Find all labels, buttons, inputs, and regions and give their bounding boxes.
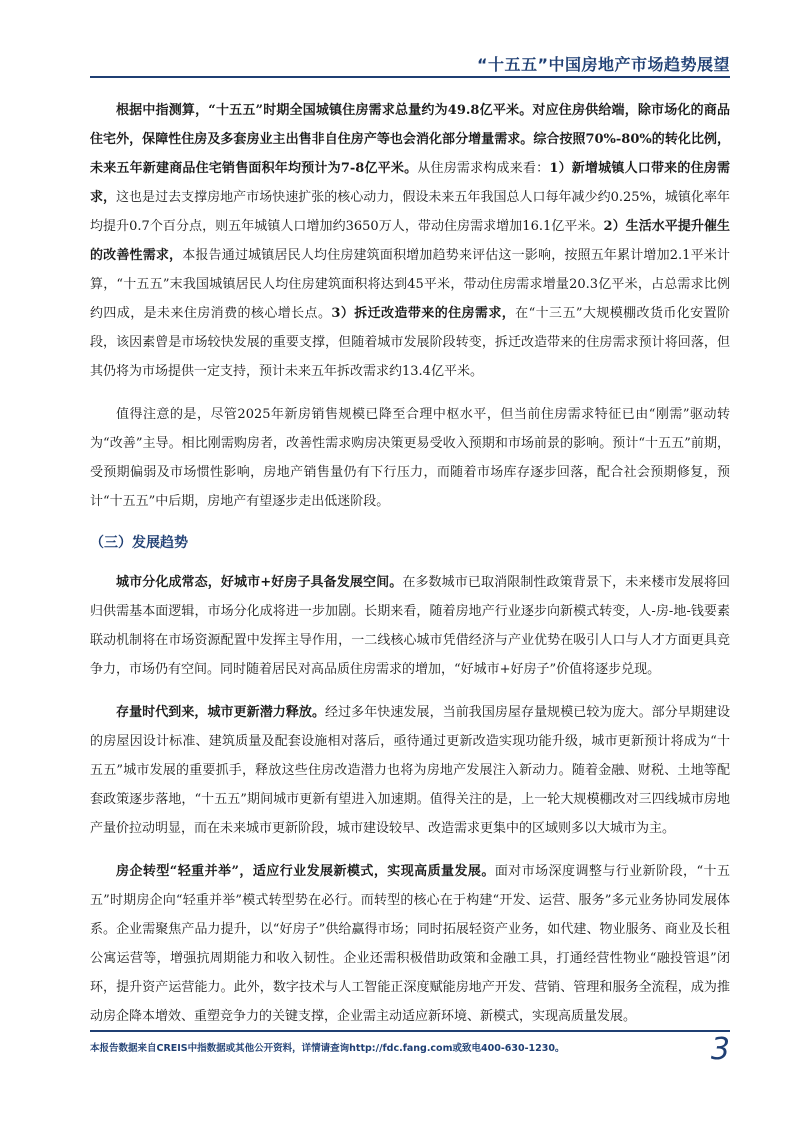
text-run: 面对市场深度调整与行业新阶段，“十五五”时期房企向“轻重并举”模式转型势在必行。而转型的核心在于构建“开发、运营、服务”多元业务协同发展体系。企业需聚焦产品力提升，以“好房子”供给赢得市场；同时拓展轻资产业务，如代建、物业服务、商业及长租公寓运营等，增强抗周期能力和收入韧性。企业还需积极借助政策和金融工具，打通经营性物业“融投管退”闭环，提升资产运营能力。此外，数字技术与人工智能正深度赋能房地产开发、营销、管理和服务全流程，成为推动房企降本增效、重塑竞争力的关键支撑，企业需主动适应新环境、新模式，实现高质量发展。 (90, 864, 730, 1024)
footer-divider (90, 1030, 730, 1032)
paragraph-demand-shift (90, 400, 730, 516)
text-run: 1）新增城镇人口带来的住房需求， (90, 161, 730, 205)
text-run: 经过多年快速发展，当前我国房屋存量规模已较为庞大。部分早期建设的房屋因设计标准、建筑质量及配套设施相对落后，亟待通过更新改造实现功能升级，城市更新预计将成为“十五五”城市发展的重要抓手，释放这些住房改造潜力也将为房地产发展注入新动力。随着金融、财税、土地等配套政策逐步落地，“十五五”期间城市更新有望进入加速期。值得关注的是，上一轮大规模棚改对三四线城市房地产量价拉动明显，而在未来城市更新阶段，城市建设较早、改造需求更集中的区域则多以大城市为主。 (90, 705, 730, 836)
header-divider (90, 76, 730, 78)
text-run: 存量时代到来，城市更新潜力释放。 (116, 705, 326, 720)
document-body (90, 96, 730, 1045)
footer-source-note: 本报告数据来自CREIS中指数据或其他公开资料，详情请查询http://fdc.fang.com或致电400-630-1230。 (90, 1043, 565, 1054)
text-run: 根据中指测算，“十五五”时期全国城镇住房需求总量约为49.8亿平米。对应住房供给端，除市场化的商品住宅外，保障性住房及多套房业主出售非自住房产等也会消化部分增量需求。综合按照70%-80%的转化比例，未来五年新建商品住宅销售面积年均预计为7-8亿平米。 (90, 103, 730, 176)
paragraph-city-divergence (90, 568, 730, 684)
text-run: 这也是过去支撑房地产市场快速扩张的核心动力，假设未来五年我国总人口每年减少约0.25%，城镇化率年均提升0.7个百分点，则五年城镇人口增加约3650万人，带动住房需求增加16.1亿平米。 (90, 190, 730, 234)
text-run: 2）生活水平提升催生的改善性需求， (90, 219, 730, 263)
paragraph-urban-renewal (90, 698, 730, 843)
text-run: 值得注意的是，尽管2025年新房销售规模已降至合理中枢水平，但当前住房需求特征已由“刚需”驱动转为“改善”主导。相比刚需购房者，改善性需求购房决策更易受收入预期和市场前景的影响。预计“十五五”前期，受预期偏弱及市场惯性影响，房地产销售量仍有下行压力，而随着市场库存逐步回落，配合社会预期修复，预计“十五五”中后期，房地产有望逐步走出低迷阶段。 (90, 407, 730, 509)
page-number: 3 (710, 1032, 730, 1067)
text-run: 本报告通过城镇居民人均住房建筑面积增加趋势来评估这一影响，按照五年累计增加2.1平米计算，“十五五”末我国城镇居民人均住房建筑面积将达到45平米，带动住房需求增量20.3亿平米，占总需求比例约四成，是未来住房消费的核心增长点。 (90, 248, 730, 321)
text-run: 城市分化成常态，好城市+好房子具备发展空间。 (116, 575, 403, 590)
text-run: 在“十三五”大规模棚改货币化安置阶段，该因素曾是市场较快发展的重要支撑，但随着城市发展阶段转变，拆迁改造带来的住房需求预计将回落，但其仍将为市场提供一定支持，预计未来五年拆改需求约13.4亿平米。 (90, 306, 730, 379)
header-title: “十五五”中国房地产市场趋势展望 (476, 55, 730, 74)
text-run: 3）拆迁改造带来的住房需求， (331, 306, 516, 321)
text-run: 在多数城市已取消限制性政策背景下，未来楼市发展将回归供需基本面逻辑，市场分化成将进一步加剧。长期来看，随着房地产行业逐步向新模式转变，人-房-地-钱要素联动机制将在市场资源配置中发挥主导作用，一二线核心城市凭借经济与产业优势在吸引人口与人才方面更具竞争力，市场仍有空间。同时随着居民对高品质住房需求的增加，“好城市+好房子”价值将逐步兑现。 (90, 575, 730, 677)
text-run: 房企转型“轻重并举”，适应行业发展新模式，实现高质量发展。 (116, 864, 495, 879)
paragraph-demand-forecast (90, 96, 730, 386)
paragraph-developer-transformation (90, 857, 730, 1031)
page-header (90, 42, 730, 78)
page-footer (90, 1030, 730, 1070)
text-run: 从住房需求构成来看： (417, 161, 550, 176)
section-heading: （三）发展趋势 (90, 535, 188, 551)
